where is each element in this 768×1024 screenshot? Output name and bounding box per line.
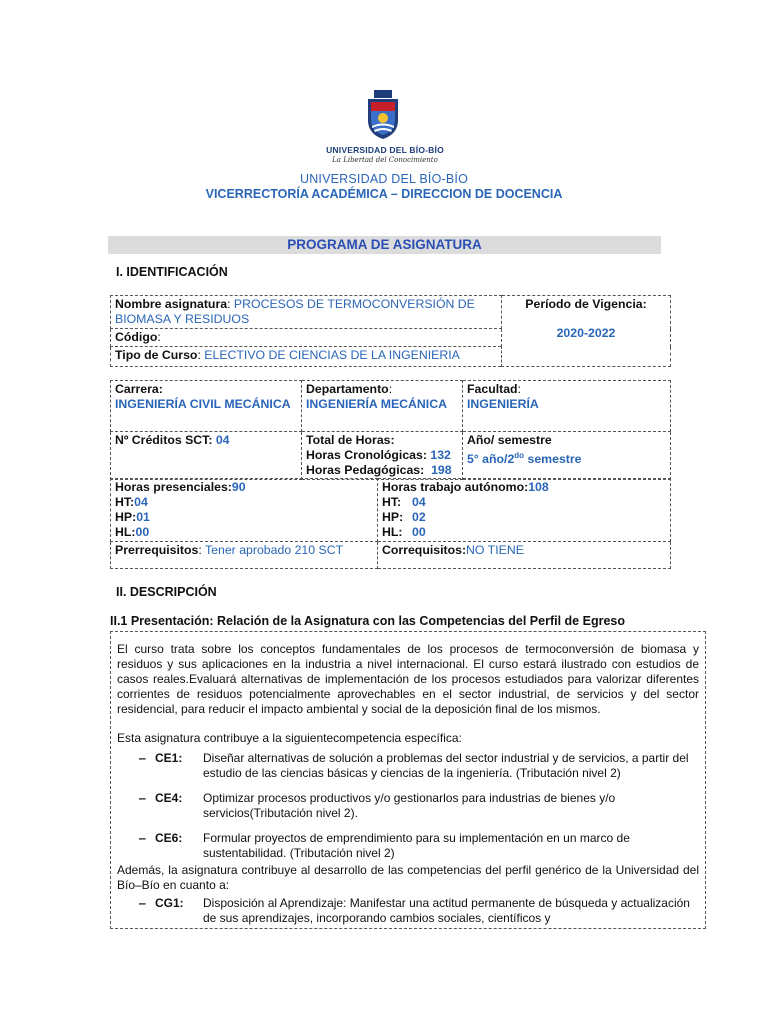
anio-superscript: do — [514, 451, 525, 460]
presenciales-cell — [111, 479, 378, 542]
codigo-label: Código — [115, 330, 158, 344]
description-paragraph-1: El curso trata sobre los conceptos fundamentales de los procesos de termoconversión de biomasa y residuos y sus aplicaciones en la industria a nivel internacional. El curso estará ilustrado con estudios de casos reales.Evaluará alternativas de implementación de los procesos estudiados para valorizar diferentes corrientes de residuos potencialmente aprovechables en el sector industrial, de servicios y del sector residencial, para reducir el impacto ambiental y social de la deposición final de los mismos. — [117, 642, 699, 716]
logo-motto: La Libertad del Conocimiento — [332, 156, 438, 164]
periodo-label: Período de Vigencia: — [525, 297, 647, 311]
horas-cell — [302, 432, 463, 480]
hl-value: 00 — [135, 525, 150, 539]
competencia-generica-text: Disposición al Aprendizaje: Manifestar una actitud permanente de búsqueda y actualización de sus aprendizajes, incorporando cambios sociales, científicos y — [203, 896, 690, 925]
description-paragraph-3: Además, la asignatura contribuye al desarrollo de las competencias del perfil genérico de la Universidad del Bío–Bío en cuanto a: — [117, 863, 699, 892]
hp2-value: 02 — [412, 510, 426, 524]
total-horas-label: Total de Horas: — [306, 433, 395, 447]
competencia-item — [117, 751, 699, 781]
horas-table — [110, 478, 671, 569]
nombre-value: PROCESOS DE TERMOCONVERSIÓN DE BIOMASA Y RESIDUOS — [115, 297, 475, 326]
bullet-dash: ‒ — [139, 751, 146, 765]
competencia-text: Optimizar procesos productivos y/o gestionarlos para industrias de bienes y/o servicios(Tributación nivel 2). — [203, 791, 616, 820]
departamento-value: INGENIERÍA MECÁNICA — [306, 397, 447, 411]
departamento-cell: Departamento: INGENIERÍA MECÁNICA — [302, 381, 463, 432]
hp2-label: HP: — [382, 510, 404, 524]
tipo-label: Tipo de Curso — [115, 348, 198, 362]
autonomo-cell — [378, 479, 671, 542]
competencia-item — [117, 831, 699, 861]
competencia-text: Formular proyectos de emprendimiento para su implementación en un marco de sustentabilidad. (Tributación nivel 2) — [203, 831, 630, 860]
prerrequisitos-value: Tener aprobado 210 SCT — [205, 543, 344, 557]
description-paragraph-2: Esta asignatura contribuye a la siguientecompetencia específica: — [117, 731, 462, 745]
competencia-code: CE6: — [155, 831, 183, 845]
hp-value: 01 — [136, 510, 150, 524]
identification-table — [110, 295, 671, 367]
ht-value: 04 — [134, 495, 148, 509]
presenciales-value: 90 — [231, 480, 246, 494]
horas-ped-label: Horas Pedagógicas: — [306, 463, 425, 477]
hp-label: HP: — [115, 510, 137, 524]
facultad-value: INGENIERÍA — [467, 397, 539, 411]
competencia-generica-item — [117, 896, 699, 926]
university-crest-logo — [366, 90, 400, 140]
codigo-cell: Código: — [111, 329, 502, 347]
anio-cell — [463, 432, 671, 480]
horas-crono-value: 132 — [430, 448, 451, 462]
tipo-cell: Tipo de Curso: ELECTIVO DE CIENCIAS DE LA INGENIERIA — [111, 347, 502, 367]
autonomo-value: 108 — [528, 480, 549, 494]
ht-label: HT: — [115, 495, 135, 509]
hl2-value: 00 — [412, 525, 426, 539]
competencia-code: CE1: — [155, 751, 183, 765]
university-name: UNIVERSIDAD DEL BÍO-BÍO — [299, 172, 469, 186]
program-title: PROGRAMA DE ASIGNATURA — [108, 236, 661, 254]
ht2-label: HT: — [382, 495, 402, 509]
carrera-value: INGENIERÍA CIVIL MECÁNICA — [115, 397, 291, 411]
ht2-value: 04 — [412, 495, 426, 509]
autonomo-label: Horas trabajo autónomo: — [382, 480, 529, 494]
bullet-dash: ‒ — [139, 791, 146, 805]
competencia-generica-code: CG1: — [155, 896, 184, 910]
section-descripcion-title: II. DESCRIPCIÓN — [116, 585, 217, 599]
creditos-cell — [111, 432, 302, 480]
hl-label: HL: — [115, 525, 136, 539]
presenciales-label: Horas presenciales: — [115, 480, 232, 494]
horas-crono-label: Horas Cronológicas: — [306, 448, 427, 462]
bullet-dash: ‒ — [139, 831, 146, 845]
competencia-text: Diseñar alternativas de solución a problemas del sector industrial y de servicios, a partir del estudio de las ciencias básicas y ciencias de la ingeniería. (Tributación nivel 2) — [203, 751, 689, 780]
vicerrectoria-heading: VICERRECTORÍA ACADÉMICA – DIRECCION DE DOCENCIA — [205, 187, 563, 201]
anio-label: Año/ semestre — [467, 433, 552, 447]
correquisitos-label: Correquisitos: — [382, 543, 467, 557]
creditos-value: 04 — [215, 433, 230, 447]
carrera-table — [110, 380, 671, 480]
carrera-cell — [111, 381, 302, 432]
presentacion-subtitle: II.1 Presentación: Relación de la Asignatura con las Competencias del Perfil de Egreso — [110, 614, 625, 628]
correquisitos-value: NO TIENE — [466, 543, 524, 557]
facultad-label: Facultad — [467, 382, 518, 396]
logo-university-name: UNIVERSIDAD DEL BÍO-BÍO — [326, 145, 444, 155]
horas-ped-value: 198 — [431, 463, 452, 477]
section-identificacion-title: I. IDENTIFICACIÓN — [116, 265, 228, 279]
correquisitos-cell — [378, 542, 671, 569]
prerrequisitos-label: Prerrequisitos — [115, 543, 199, 557]
tipo-value: ELECTIVO DE CIENCIAS DE LA INGENIERIA — [204, 348, 460, 362]
nombre-label: Nombre asignatura — [115, 297, 228, 311]
creditos-label: Nº Créditos SCT: — [115, 433, 213, 447]
competencia-code: CE4: — [155, 791, 183, 805]
nombre-cell: Nombre asignatura: PROCESOS DE TERMOCONVERSIÓN DE BIOMASA Y RESIDUOS — [111, 296, 502, 329]
anio-value: 5° año/2 — [467, 452, 515, 467]
description-box — [110, 631, 706, 929]
hl2-label: HL: — [382, 525, 403, 539]
anio-semestre: semestre — [524, 452, 582, 467]
prerrequisitos-cell: Prerrequisitos: Tener aprobado 210 SCT — [111, 542, 378, 569]
competencia-item — [117, 791, 699, 821]
periodo-value: 2020-2022 — [556, 326, 616, 340]
carrera-label: Carrera: — [115, 382, 163, 396]
departamento-label: Departamento — [306, 382, 389, 396]
facultad-cell: Facultad: INGENIERÍA — [463, 381, 671, 432]
periodo-cell — [502, 296, 671, 367]
bullet-dash: ‒ — [139, 896, 146, 910]
